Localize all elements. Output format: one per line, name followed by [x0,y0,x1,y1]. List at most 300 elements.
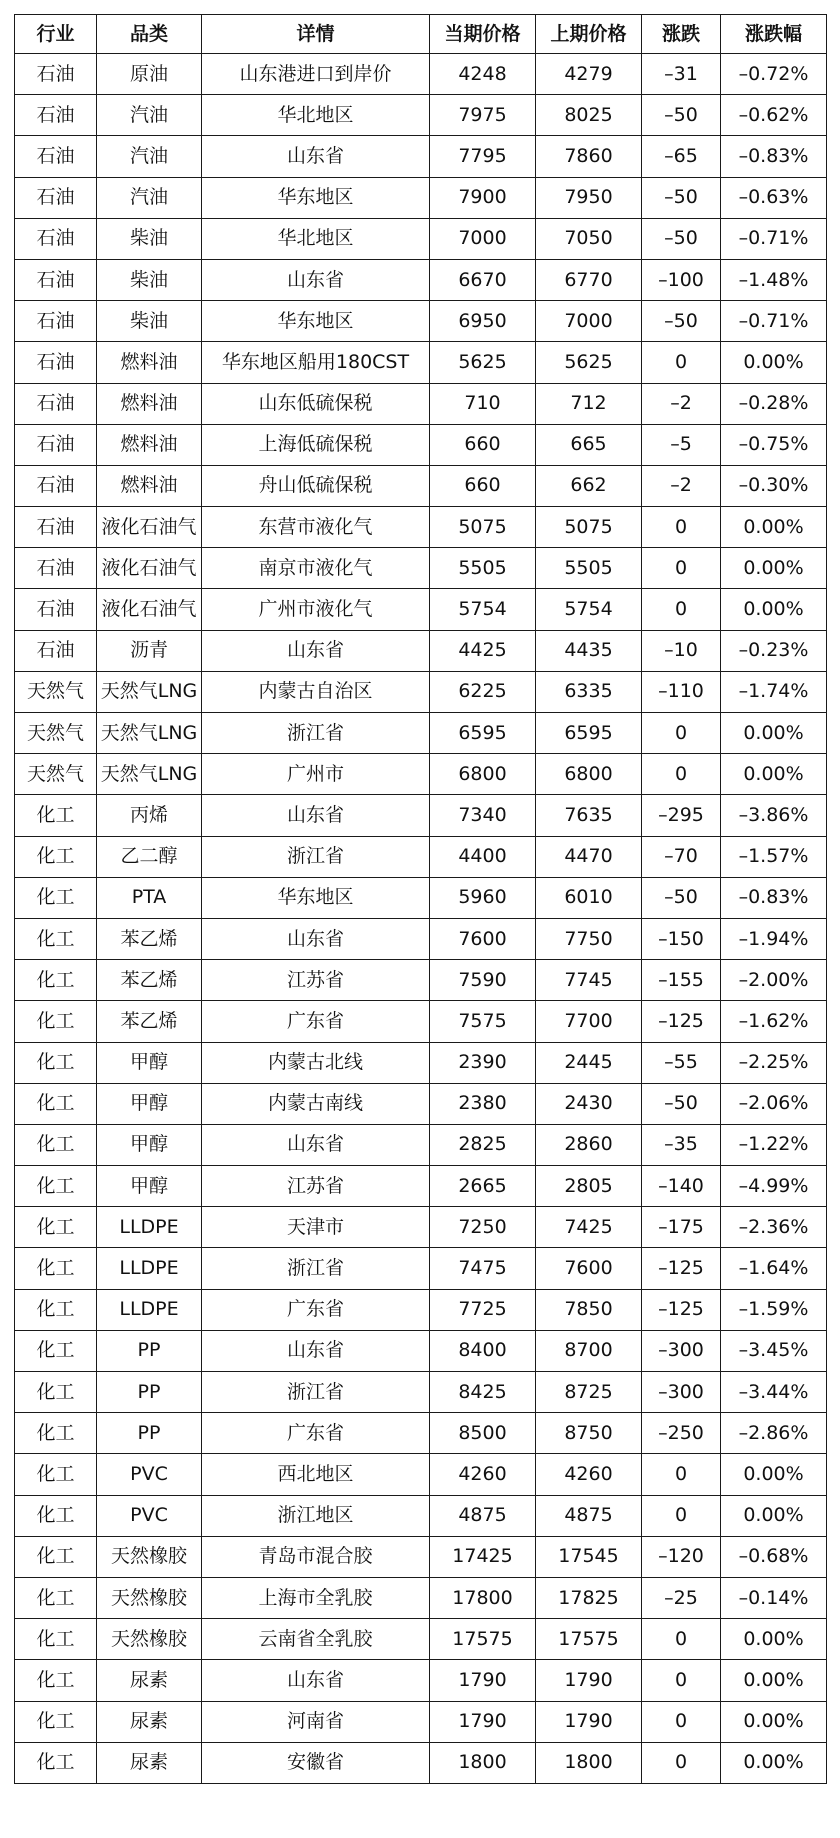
cell-previous-price: 6595 [536,713,642,754]
cell-change-percent: 0.00% [721,713,827,754]
cell-industry: 石油 [15,136,97,177]
cell-change-percent: –2.06% [721,1083,827,1124]
cell-detail: 山东港进口到岸价 [202,54,430,95]
cell-detail: 山东低硫保税 [202,383,430,424]
cell-category: 甲醇 [97,1124,202,1165]
table-row [15,1495,827,1536]
cell-previous-price: 2860 [536,1124,642,1165]
cell-current-price: 8500 [430,1413,536,1454]
cell-current-price: 7000 [430,218,536,259]
cell-detail: 浙江省 [202,713,430,754]
cell-detail: 内蒙古自治区 [202,671,430,712]
cell-change-percent: 0.00% [721,548,827,589]
cell-industry: 石油 [15,54,97,95]
cell-change-percent: 0.00% [721,507,827,548]
table-row [15,95,827,136]
cell-change-percent: –4.99% [721,1166,827,1207]
cell-industry: 化工 [15,1083,97,1124]
cell-change: –175 [642,1207,721,1248]
cell-previous-price: 8725 [536,1372,642,1413]
cell-detail: 华北地区 [202,218,430,259]
cell-current-price: 8425 [430,1372,536,1413]
cell-change: –2 [642,465,721,506]
cell-change-percent: –0.23% [721,630,827,671]
table-header-row [15,15,827,54]
table-row [15,960,827,1001]
cell-category: 汽油 [97,136,202,177]
cell-change-percent: –1.22% [721,1124,827,1165]
cell-industry: 化工 [15,1042,97,1083]
cell-current-price: 17425 [430,1536,536,1577]
cell-detail: 华北地区 [202,95,430,136]
cell-change-percent: –0.71% [721,301,827,342]
cell-industry: 石油 [15,424,97,465]
cell-industry: 石油 [15,507,97,548]
cell-change: 0 [642,713,721,754]
cell-current-price: 7600 [430,918,536,959]
cell-industry: 化工 [15,1207,97,1248]
table-row [15,1372,827,1413]
cell-change-percent: –0.63% [721,177,827,218]
cell-current-price: 4425 [430,630,536,671]
table-row [15,713,827,754]
cell-change: –50 [642,877,721,918]
cell-current-price: 1790 [430,1701,536,1742]
cell-current-price: 7900 [430,177,536,218]
cell-detail: 内蒙古南线 [202,1083,430,1124]
cell-change-percent: –3.86% [721,795,827,836]
cell-change: –65 [642,136,721,177]
cell-current-price: 710 [430,383,536,424]
cell-current-price: 5505 [430,548,536,589]
cell-previous-price: 8750 [536,1413,642,1454]
cell-category: 沥青 [97,630,202,671]
cell-category: 甲醇 [97,1166,202,1207]
cell-change: –25 [642,1577,721,1618]
cell-previous-price: 2445 [536,1042,642,1083]
cell-change-percent: –1.74% [721,671,827,712]
cell-change-percent: –0.71% [721,218,827,259]
cell-detail: 安徽省 [202,1742,430,1783]
cell-industry: 化工 [15,1248,97,1289]
cell-detail: 山东省 [202,1330,430,1371]
cell-current-price: 6225 [430,671,536,712]
cell-change: –125 [642,1001,721,1042]
cell-previous-price: 7000 [536,301,642,342]
cell-change: –125 [642,1248,721,1289]
cell-previous-price: 7745 [536,960,642,1001]
cell-detail: 山东省 [202,918,430,959]
cell-change-percent: –0.72% [721,54,827,95]
cell-previous-price: 1790 [536,1701,642,1742]
cell-current-price: 6595 [430,713,536,754]
cell-detail: 浙江地区 [202,1495,430,1536]
cell-change: –50 [642,1083,721,1124]
header-category: 品类 [97,15,202,54]
cell-current-price: 8400 [430,1330,536,1371]
cell-detail: 山东省 [202,795,430,836]
cell-category: 苯乙烯 [97,918,202,959]
cell-change: –55 [642,1042,721,1083]
cell-detail: 西北地区 [202,1454,430,1495]
cell-detail: 山东省 [202,1124,430,1165]
cell-previous-price: 4470 [536,836,642,877]
table-row [15,877,827,918]
cell-previous-price: 5625 [536,342,642,383]
cell-change: –250 [642,1413,721,1454]
cell-detail: 山东省 [202,259,430,300]
cell-current-price: 7475 [430,1248,536,1289]
cell-previous-price: 6335 [536,671,642,712]
cell-previous-price: 7700 [536,1001,642,1042]
table-row [15,342,827,383]
cell-detail: 上海低硫保税 [202,424,430,465]
cell-current-price: 7975 [430,95,536,136]
cell-category: PVC [97,1454,202,1495]
cell-category: LLDPE [97,1289,202,1330]
table-row [15,1536,827,1577]
cell-previous-price: 4260 [536,1454,642,1495]
cell-category: 苯乙烯 [97,960,202,1001]
cell-previous-price: 6800 [536,754,642,795]
cell-change-percent: –0.62% [721,95,827,136]
cell-change-percent: –1.59% [721,1289,827,1330]
cell-change-percent: –3.45% [721,1330,827,1371]
table-row [15,1001,827,1042]
cell-industry: 石油 [15,218,97,259]
cell-detail: 广州市 [202,754,430,795]
cell-industry: 化工 [15,1289,97,1330]
cell-change-percent: –0.68% [721,1536,827,1577]
cell-current-price: 4248 [430,54,536,95]
cell-change: 0 [642,1495,721,1536]
table-row [15,548,827,589]
cell-industry: 化工 [15,1577,97,1618]
cell-detail: 山东省 [202,136,430,177]
cell-detail: 广州市液化气 [202,589,430,630]
cell-change: –70 [642,836,721,877]
cell-industry: 化工 [15,1742,97,1783]
cell-detail: 华东地区 [202,177,430,218]
cell-industry: 石油 [15,259,97,300]
cell-change: 0 [642,507,721,548]
cell-change: –10 [642,630,721,671]
cell-previous-price: 5505 [536,548,642,589]
cell-detail: 华东地区 [202,877,430,918]
cell-current-price: 5754 [430,589,536,630]
cell-previous-price: 2430 [536,1083,642,1124]
cell-detail: 南京市液化气 [202,548,430,589]
cell-category: 甲醇 [97,1083,202,1124]
table-row [15,54,827,95]
cell-change: 0 [642,1660,721,1701]
cell-current-price: 1800 [430,1742,536,1783]
cell-change-percent: –0.75% [721,424,827,465]
table-row [15,1660,827,1701]
table-row [15,630,827,671]
cell-current-price: 7250 [430,1207,536,1248]
table-row [15,1166,827,1207]
cell-category: LLDPE [97,1248,202,1289]
cell-category: 柴油 [97,301,202,342]
cell-previous-price: 17825 [536,1577,642,1618]
cell-category: 甲醇 [97,1042,202,1083]
cell-change: –31 [642,54,721,95]
table-row [15,918,827,959]
cell-industry: 石油 [15,301,97,342]
cell-category: PP [97,1372,202,1413]
cell-previous-price: 7750 [536,918,642,959]
cell-detail: 天津市 [202,1207,430,1248]
cell-current-price: 7575 [430,1001,536,1042]
cell-industry: 化工 [15,1413,97,1454]
cell-detail: 浙江省 [202,836,430,877]
cell-change: –125 [642,1289,721,1330]
cell-category: PP [97,1330,202,1371]
cell-current-price: 660 [430,424,536,465]
cell-category: 天然气LNG [97,754,202,795]
cell-previous-price: 5754 [536,589,642,630]
cell-category: 丙烯 [97,795,202,836]
cell-previous-price: 7860 [536,136,642,177]
cell-industry: 化工 [15,918,97,959]
cell-industry: 化工 [15,1166,97,1207]
cell-industry: 天然气 [15,754,97,795]
cell-current-price: 4260 [430,1454,536,1495]
table-row [15,1701,827,1742]
cell-change: 0 [642,548,721,589]
cell-current-price: 17575 [430,1619,536,1660]
cell-change: 0 [642,589,721,630]
cell-change: –35 [642,1124,721,1165]
cell-detail: 华东地区船用180CST [202,342,430,383]
table-row [15,836,827,877]
cell-category: 燃料油 [97,424,202,465]
cell-change-percent: –2.25% [721,1042,827,1083]
cell-change-percent: 0.00% [721,342,827,383]
cell-change-percent: 0.00% [721,1701,827,1742]
cell-change-percent: –2.36% [721,1207,827,1248]
cell-previous-price: 7425 [536,1207,642,1248]
cell-industry: 化工 [15,1001,97,1042]
header-detail: 详情 [202,15,430,54]
cell-current-price: 5960 [430,877,536,918]
cell-previous-price: 2805 [536,1166,642,1207]
cell-change-percent: 0.00% [721,1454,827,1495]
cell-previous-price: 7600 [536,1248,642,1289]
cell-current-price: 7725 [430,1289,536,1330]
cell-current-price: 660 [430,465,536,506]
cell-category: 汽油 [97,177,202,218]
cell-industry: 石油 [15,342,97,383]
cell-previous-price: 7950 [536,177,642,218]
cell-previous-price: 8025 [536,95,642,136]
table-row [15,424,827,465]
cell-category: 天然橡胶 [97,1577,202,1618]
cell-industry: 化工 [15,1454,97,1495]
cell-change-percent: –0.28% [721,383,827,424]
table-row [15,671,827,712]
cell-previous-price: 662 [536,465,642,506]
header-previous-price: 上期价格 [536,15,642,54]
cell-change-percent: 0.00% [721,1495,827,1536]
table-body [15,54,827,1784]
cell-detail: 云南省全乳胶 [202,1619,430,1660]
cell-detail: 广东省 [202,1289,430,1330]
cell-category: 燃料油 [97,342,202,383]
cell-change: –110 [642,671,721,712]
table-row [15,1124,827,1165]
cell-change: –155 [642,960,721,1001]
cell-category: 液化石油气 [97,589,202,630]
header-change-percent: 涨跌幅 [721,15,827,54]
header-change: 涨跌 [642,15,721,54]
cell-change-percent: –0.30% [721,465,827,506]
cell-current-price: 2825 [430,1124,536,1165]
table-row [15,1248,827,1289]
cell-current-price: 7795 [430,136,536,177]
cell-detail: 青岛市混合胶 [202,1536,430,1577]
cell-category: 尿素 [97,1701,202,1742]
cell-industry: 化工 [15,1124,97,1165]
cell-change: –50 [642,218,721,259]
table-row [15,1619,827,1660]
cell-change: –120 [642,1536,721,1577]
cell-category: PP [97,1413,202,1454]
table-row [15,1742,827,1783]
cell-change-percent: 0.00% [721,589,827,630]
cell-previous-price: 7050 [536,218,642,259]
cell-industry: 化工 [15,877,97,918]
table-row [15,383,827,424]
cell-current-price: 4875 [430,1495,536,1536]
cell-detail: 河南省 [202,1701,430,1742]
commodity-price-table [14,14,827,1784]
cell-change-percent: –1.94% [721,918,827,959]
cell-industry: 化工 [15,1701,97,1742]
cell-current-price: 1790 [430,1660,536,1701]
cell-current-price: 7340 [430,795,536,836]
cell-category: 尿素 [97,1742,202,1783]
cell-category: 液化石油气 [97,507,202,548]
table-row [15,1207,827,1248]
cell-change-percent: –1.62% [721,1001,827,1042]
cell-category: 液化石油气 [97,548,202,589]
cell-change: –100 [642,259,721,300]
cell-detail: 江苏省 [202,1166,430,1207]
cell-category: 尿素 [97,1660,202,1701]
cell-current-price: 5625 [430,342,536,383]
cell-previous-price: 8700 [536,1330,642,1371]
table-row [15,465,827,506]
cell-current-price: 2390 [430,1042,536,1083]
cell-current-price: 2380 [430,1083,536,1124]
table-row [15,1083,827,1124]
cell-current-price: 5075 [430,507,536,548]
cell-change: –300 [642,1330,721,1371]
cell-detail: 广东省 [202,1413,430,1454]
cell-change-percent: –2.00% [721,960,827,1001]
table-row [15,589,827,630]
cell-previous-price: 4875 [536,1495,642,1536]
price-table-container [14,14,827,1784]
table-row [15,301,827,342]
cell-detail: 内蒙古北线 [202,1042,430,1083]
cell-change-percent: –0.14% [721,1577,827,1618]
cell-category: 苯乙烯 [97,1001,202,1042]
cell-category: 天然橡胶 [97,1619,202,1660]
cell-category: PVC [97,1495,202,1536]
cell-detail: 舟山低硫保税 [202,465,430,506]
cell-change-percent: 0.00% [721,1742,827,1783]
cell-change-percent: –2.86% [721,1413,827,1454]
cell-industry: 天然气 [15,713,97,754]
cell-industry: 化工 [15,1495,97,1536]
cell-previous-price: 4435 [536,630,642,671]
table-row [15,507,827,548]
table-row [15,1413,827,1454]
cell-previous-price: 17545 [536,1536,642,1577]
cell-current-price: 6670 [430,259,536,300]
cell-change-percent: 0.00% [721,1619,827,1660]
cell-change: 0 [642,1701,721,1742]
cell-change-percent: –1.57% [721,836,827,877]
cell-current-price: 17800 [430,1577,536,1618]
cell-industry: 石油 [15,589,97,630]
cell-change: –2 [642,383,721,424]
cell-previous-price: 712 [536,383,642,424]
cell-category: 天然气LNG [97,671,202,712]
table-row [15,218,827,259]
cell-change-percent: –0.83% [721,136,827,177]
cell-category: 柴油 [97,259,202,300]
table-row [15,1577,827,1618]
cell-previous-price: 4279 [536,54,642,95]
cell-change: 0 [642,1742,721,1783]
cell-change-percent: –1.64% [721,1248,827,1289]
header-industry: 行业 [15,15,97,54]
cell-previous-price: 7635 [536,795,642,836]
table-row [15,1289,827,1330]
cell-category: 原油 [97,54,202,95]
cell-change: 0 [642,1454,721,1495]
cell-change: –140 [642,1166,721,1207]
cell-industry: 化工 [15,795,97,836]
cell-change-percent: 0.00% [721,754,827,795]
cell-change: 0 [642,1619,721,1660]
cell-previous-price: 1790 [536,1660,642,1701]
cell-category: LLDPE [97,1207,202,1248]
table-row [15,1330,827,1371]
cell-detail: 上海市全乳胶 [202,1577,430,1618]
cell-industry: 化工 [15,836,97,877]
table-row [15,136,827,177]
cell-category: 天然气LNG [97,713,202,754]
table-row [15,754,827,795]
cell-change: –50 [642,95,721,136]
cell-previous-price: 6770 [536,259,642,300]
cell-change: –150 [642,918,721,959]
header-current-price: 当期价格 [430,15,536,54]
cell-detail: 浙江省 [202,1248,430,1289]
cell-category: 汽油 [97,95,202,136]
cell-industry: 石油 [15,630,97,671]
cell-change: 0 [642,342,721,383]
cell-industry: 化工 [15,1619,97,1660]
cell-current-price: 7590 [430,960,536,1001]
cell-previous-price: 1800 [536,1742,642,1783]
cell-change: 0 [642,754,721,795]
